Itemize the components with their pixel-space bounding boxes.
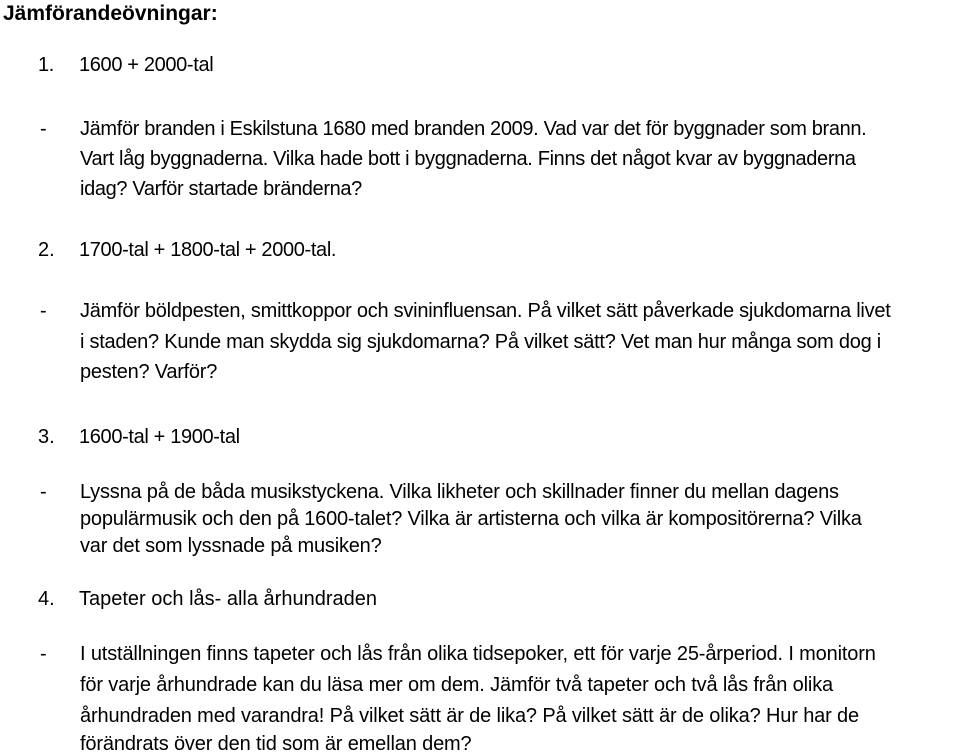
section-4-heading: Tapeter och lås- alla århundraden xyxy=(79,588,377,610)
section-1-heading: 1600 + 2000-tal xyxy=(79,54,214,76)
section-3-number: 3. xyxy=(38,426,55,448)
section-2-line-3: pesten? Varför? xyxy=(80,361,218,383)
section-4-dash: - xyxy=(40,643,47,665)
section-1-line-1: Jämför branden i Eskilstuna 1680 med branden 2009. Vad var det för byggnader som brann. xyxy=(80,118,867,140)
section-4-line-1: I utställningen finns tapeter och lås från olika tidsepoker, ett för varje 25-årperiod. I monitorn xyxy=(80,643,876,665)
section-2-heading: 1700-tal + 1800-tal + 2000-tal. xyxy=(79,239,337,261)
section-4-number: 4. xyxy=(38,588,55,610)
section-4-line-4: förändrats över den tid som är emellan dem? xyxy=(80,733,472,755)
section-1-number: 1. xyxy=(38,54,54,76)
section-2-number: 2. xyxy=(38,239,55,261)
section-1-line-2: Vart låg byggnaderna. Vilka hade bott i byggnaderna. Finns det något kvar av byggnaderna xyxy=(80,148,856,170)
section-1-line-3: idag? Varför startade bränderna? xyxy=(80,178,362,200)
section-2-dash: - xyxy=(40,300,47,322)
section-3-line-2: populärmusik och den på 1600-talet? Vilka är artisterna och vilka är kompositörerna? Vilka xyxy=(80,508,862,530)
section-2-line-1: Jämför böldpesten, smittkoppor och svininfluensan. På vilket sätt påverkade sjukdomarna livet xyxy=(80,300,891,322)
section-3-line-1: Lyssna på de båda musikstyckena. Vilka likheter och skillnader finner du mellan dagens xyxy=(80,481,839,503)
section-4-line-3: århundraden med varandra! På vilket sätt är de lika? På vilket sätt är de olika? Hur har de xyxy=(80,705,859,727)
section-3-dash: - xyxy=(40,481,47,503)
section-4-line-2: för varje århundrade kan du läsa mer om dem. Jämför två tapeter och två lås från olika xyxy=(80,674,834,696)
section-2-line-2: i staden? Kunde man skydda sig sjukdomarna? På vilket sätt? Vet man hur många som dog i xyxy=(80,331,881,353)
page-title: Jämförandeövningar: xyxy=(3,2,218,25)
section-3-heading: 1600-tal + 1900-tal xyxy=(79,426,240,448)
section-1-dash: - xyxy=(40,118,47,140)
section-3-line-3: var det som lyssnade på musiken? xyxy=(80,535,382,557)
